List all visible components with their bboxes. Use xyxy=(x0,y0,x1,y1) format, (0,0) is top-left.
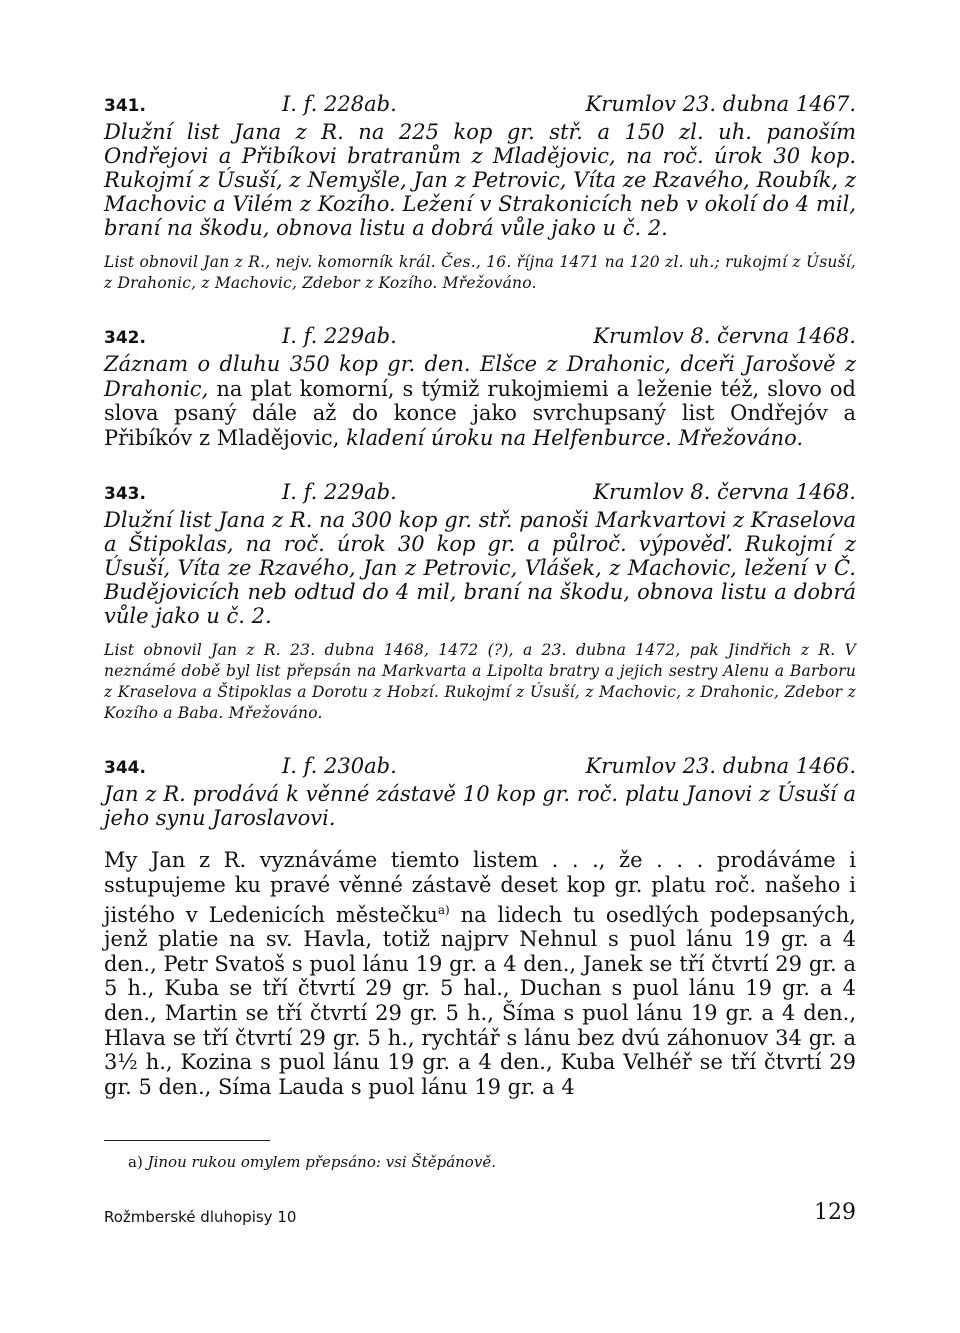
folio-reference: I. f. 229ab. xyxy=(282,480,397,505)
page-number: 129 xyxy=(814,1200,856,1225)
folio-reference: I. f. 229ab. xyxy=(282,324,397,348)
entry-header xyxy=(104,324,856,352)
entry-header xyxy=(104,480,856,508)
entry-number: 343. xyxy=(104,484,146,505)
footnote-text: Jinou rukou omylem přepsáno: vsi Štěpánově. xyxy=(147,1153,496,1171)
quoted-text: na plat komorní, s týmiž rukojmiemi a leženie též, slovo od slova psaný dále až do konce jako svrchupsaný list Ondřejóv a Přibíkóv z Mladějovic, xyxy=(104,376,856,450)
document-text xyxy=(104,848,856,1099)
entry-text xyxy=(104,352,856,450)
footnote xyxy=(128,1153,496,1171)
regest: Dlužní list Jana z R. na 225 kop gr. stř. a 150 zl. uh. panoším Ondřejovi a Přibíkovi bratranům z Mladějovic, na roč. úrok 30 kop. Rukojmí z Úsuší, z Nemyšle, Jan z Petrovic, Víta ze Rzavého, Roubík, z Machovic a Vilém z Kozího. Ležení v Strakonicích neb v okolí do 4 mil, braní na škodu, obnova listu a dobrá vůle jako u č. 2. xyxy=(104,120,856,240)
place-date: Krumlov 23. dubna 1466. xyxy=(585,754,856,779)
regest: Dlužní list Jana z R. na 300 kop gr. stř. panoši Markvartovi z Kraselova a Štipoklas, na roč. úrok 30 kop gr. a půlroč. výpověď. Rukojmí z Úsuší, Víta ze Rzavého, Jan z Petrovic, Vlášek, z Machovic, ležení v Č. Budějovicích neb odtud do 4 mil, braní na škodu, obnova listu a dobrá vůle jako u č. 2. xyxy=(104,508,856,629)
entry-343 xyxy=(104,480,856,724)
footnote-reference: a) xyxy=(437,902,450,917)
footnote-mark: a) xyxy=(128,1153,143,1171)
document-text-part1: My Jan z R. vyznáváme tiemto listem . . ., že . . . prodáváme i sstupujeme ku pravé věnné zástavě deset kop gr. platu roč. našeho i jistého v Ledenicích městečku xyxy=(104,848,856,927)
regest: Jan z R. prodává k věnné zástavě 10 kop gr. roč. platu Janovi z Úsuší a jeho synu Jaroslavovi. xyxy=(104,782,856,831)
page-content xyxy=(104,92,856,1099)
entry-header xyxy=(104,92,856,120)
document-text-part2: na lidech tu osedlých podepsaných, jenž platie na sv. Havla, totiž najprv Nehnul s puol lánu 19 gr. a 4 den., Petr Svatoš s puol lánu 19 gr. a 4 den., Janek se tří čtvrtí 29 gr. a 5 h., Kuba se tří čtvrtí 29 gr. 5 hal., Duchan s puol lánu 19 gr. a 4 den., Martin se tří čtvrtí 29 gr. 5 h., Šíma s puol lánu 19 gr. a 4 den., Hlava se tří čtvrtí 29 gr. 5 h., rychtář s lánu bez dvú záhonuov 34 gr. a 3½ h., Kozina s puol lánu 19 gr. a 4 den., Kuba Velhéř se tří čtvrtí 29 gr. 5 den., Síma Lauda s puol lánu 19 gr. a 4 xyxy=(104,902,856,1099)
entry-note: List obnovil Jan z R., nejv. komorník král. Čes., 16. října 1471 na 120 zl. uh.; rukojmí z Úsuší, z Drahonic, z Machovic, Zdebor z Kozího. Mřežováno. xyxy=(104,253,856,292)
entry-342 xyxy=(104,324,856,450)
footnote-divider xyxy=(104,1140,270,1141)
folio-reference: I. f. 230ab. xyxy=(282,754,397,779)
place-date: Krumlov 8. června 1468. xyxy=(593,480,856,505)
place-date: Krumlov 23. dubna 1467. xyxy=(585,92,856,116)
regest-continuation: kladení úroku na Helfenburce. Mřežováno. xyxy=(346,425,804,450)
entry-note: List obnovil Jan z R. 23. dubna 1468, 1472 (?), a 23. dubna 1472, pak Jindřich z R. V neznámé době byl list přepsán na Markvarta a Lipolta bratry a jejich sestry Alenu a Barboru z Kraselova a Štipoklas a Dorotu z Hobzí. Rukojmí z Úsuší, z Machovic, z Drahonic, Zdebor z Kozího a Baba. Mřežováno. xyxy=(104,641,856,723)
place-date: Krumlov 8. června 1468. xyxy=(593,324,856,348)
running-footer: Rožmberské dluhopisy 10 xyxy=(104,1208,297,1226)
entry-number: 341. xyxy=(104,96,146,116)
folio-reference: I. f. 228ab. xyxy=(282,92,397,116)
regest: Záznam o dluhu 350 kop gr. den. Elšce z Drahonic, dceři Jarošově z Drahonic, xyxy=(104,352,856,401)
entry-number: 342. xyxy=(104,328,146,348)
entry-344 xyxy=(104,754,856,1099)
entry-341 xyxy=(104,92,856,294)
entry-header xyxy=(104,754,856,782)
entry-number: 344. xyxy=(104,758,146,779)
